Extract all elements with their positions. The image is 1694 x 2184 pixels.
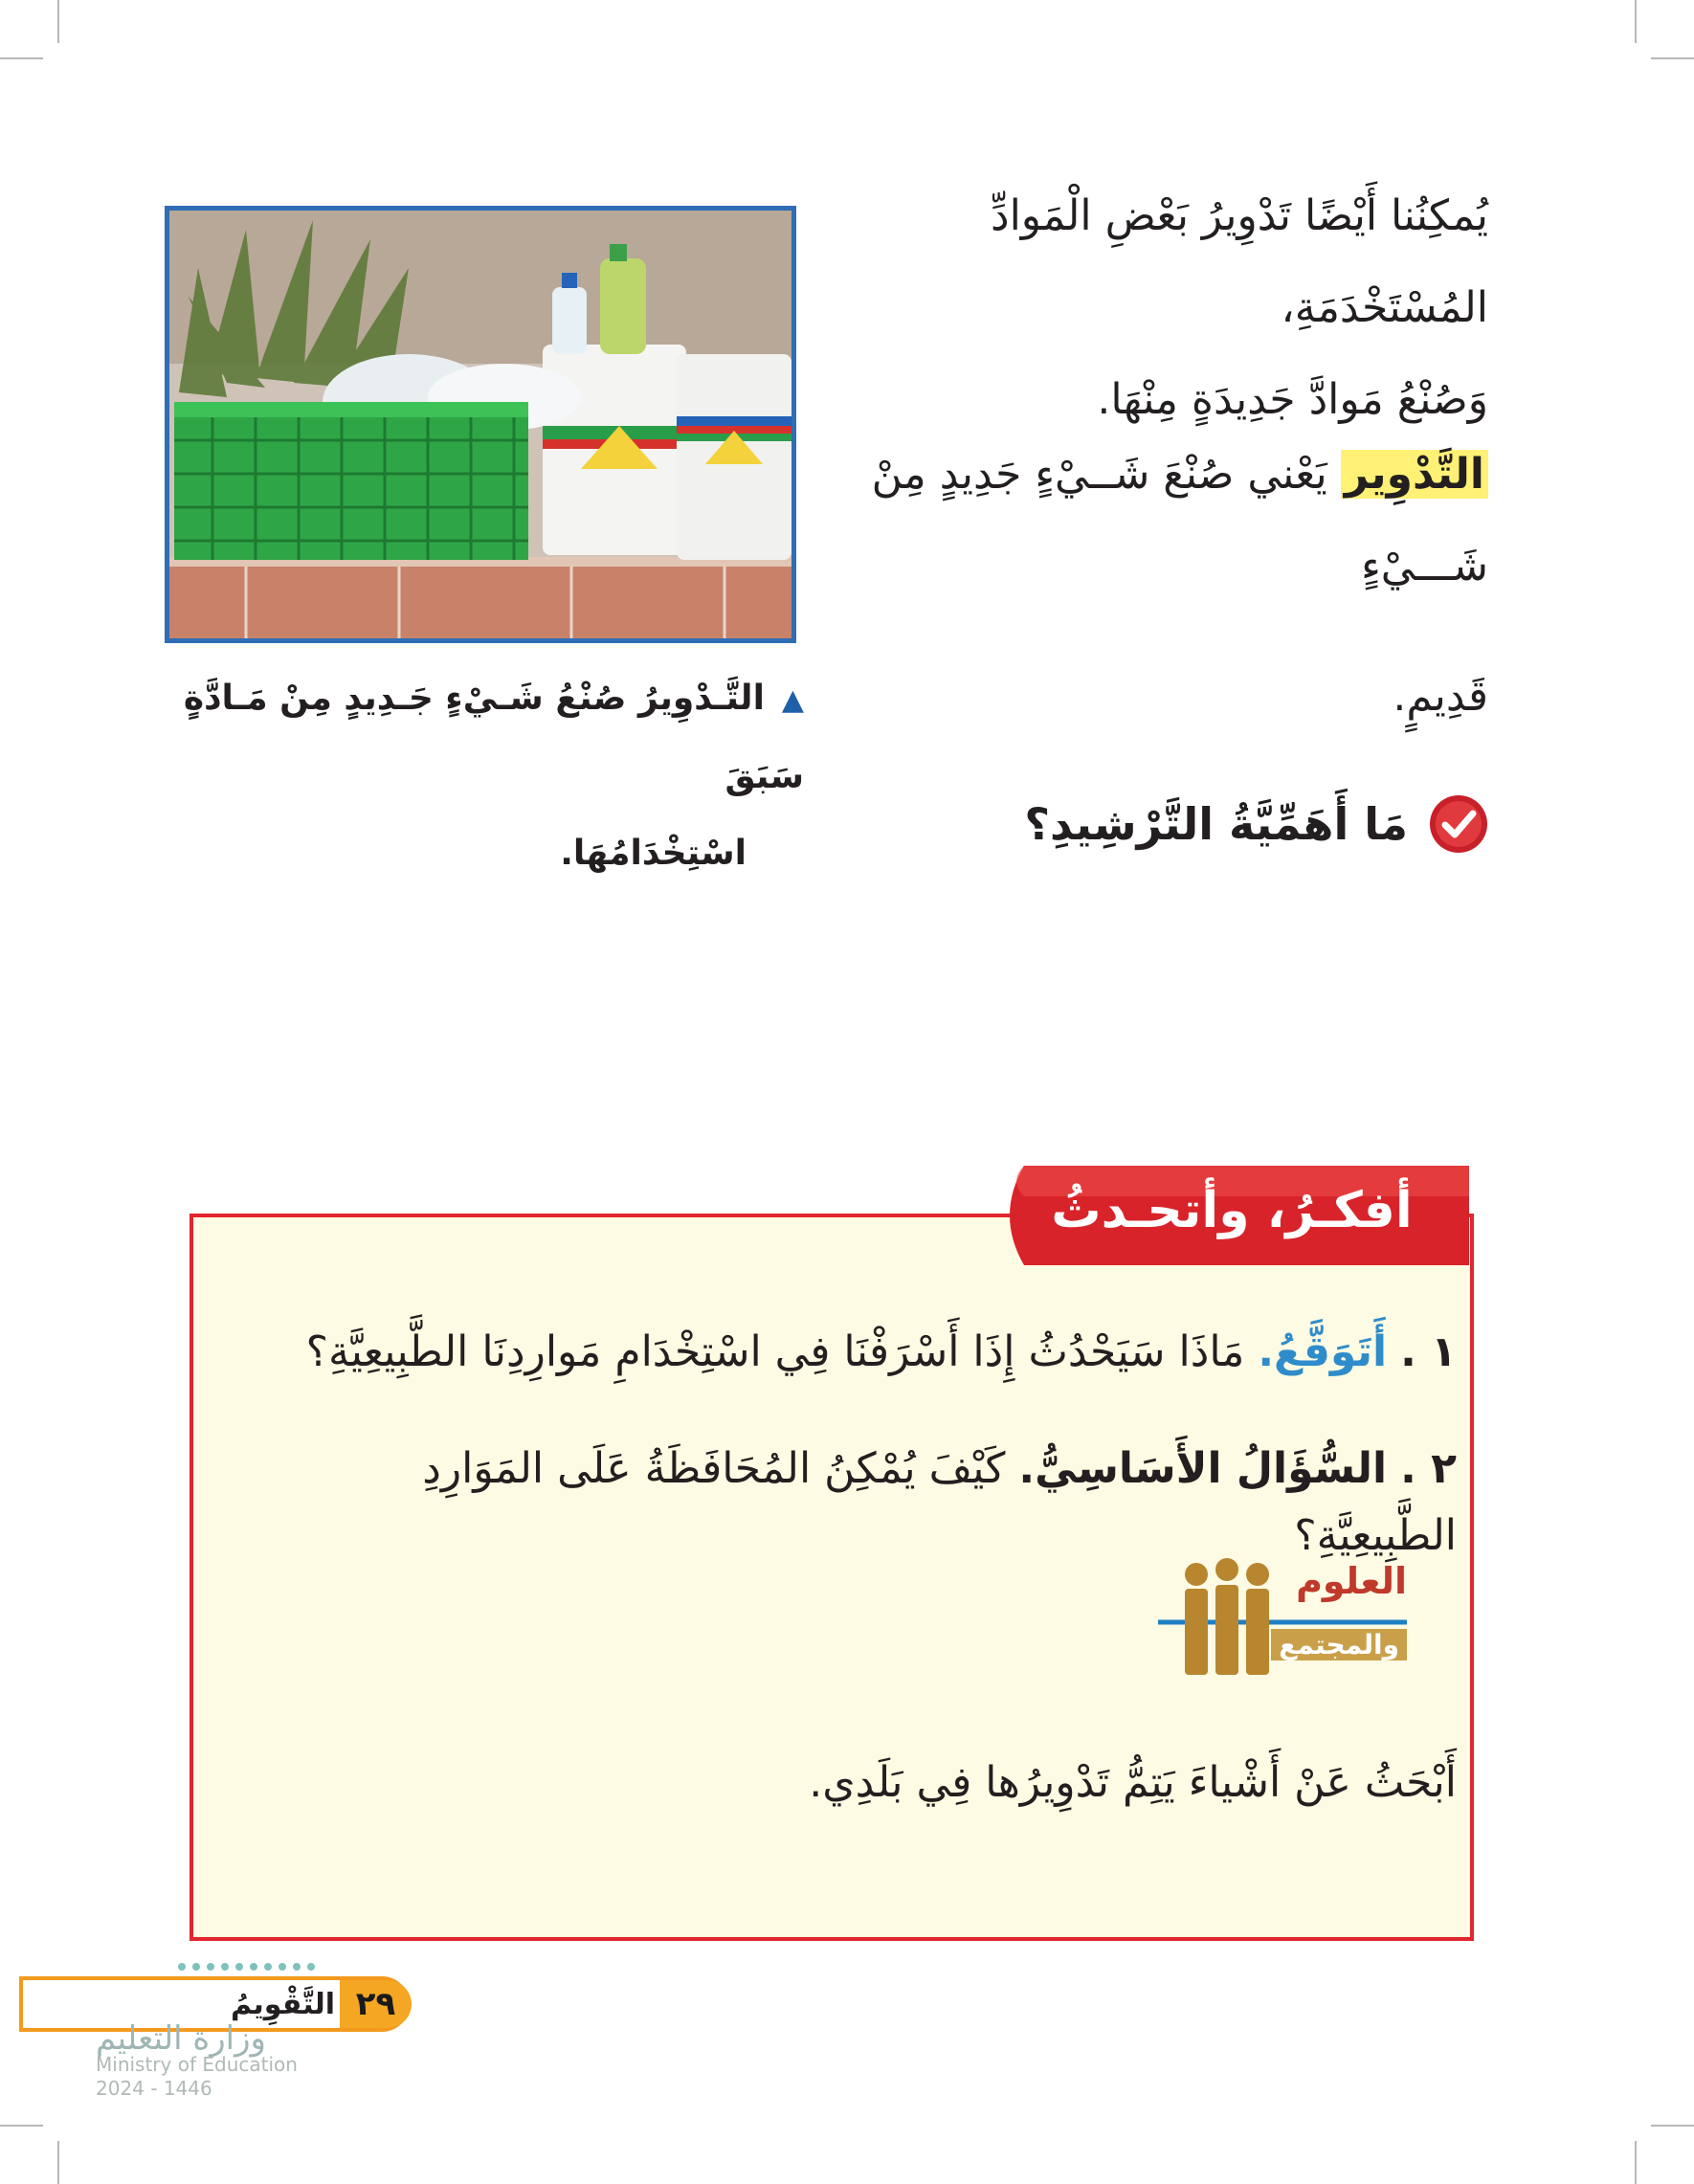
crop-mark xyxy=(57,2141,59,2184)
crop-mark xyxy=(57,0,59,43)
crop-mark xyxy=(1635,2141,1637,2184)
think-talk-title: أفكـرُ، وأتحـدثُ xyxy=(1051,1182,1413,1239)
paragraph-line: قَدِيمٍ. xyxy=(1393,672,1488,721)
crop-mark xyxy=(0,2125,43,2127)
caption-text: التَّـدْوِيرُ صُنْعُ شَـيْءٍ جَـدِيدٍ مِنْ مَـادَّةٍ سَبَقَ xyxy=(183,679,804,796)
highlighted-term: التَّدْوِير xyxy=(1341,450,1488,499)
think-talk-banner xyxy=(986,1158,1474,1273)
footer-section-label: التَّقْوِيمُ xyxy=(231,1988,335,2021)
watermark-english: Ministry of Education xyxy=(96,2053,298,2076)
definition-text: ُ يَعْني صُنْعَ شَــيْءٍ جَدِيدٍ مِنْ شَـــيْءٍ xyxy=(871,450,1488,591)
science-society-logo xyxy=(1158,1522,1407,1675)
question-number: ١ . xyxy=(1400,1327,1457,1376)
question-keyword: السُّؤَالُ الأَسَاسِيُّ. xyxy=(1018,1444,1388,1493)
question-text: كَيْفَ يُمْكِنُ المُحَافَظَةُ عَلَى المَوَارِدِ الطَّبِيعِيَّةِ؟ xyxy=(422,1444,1457,1560)
photo-caption xyxy=(153,660,804,892)
crop-mark xyxy=(0,57,43,59)
research-prompt: أَبْحَثُ عَنْ أَشْياءَ يَتِمُّ تَدْوِيرُها فِي بَلَدِي. xyxy=(809,1758,1457,1807)
question-keyword: أَتَوَقَّعُ. xyxy=(1258,1327,1388,1376)
paragraph-recycling-definition xyxy=(799,429,1488,743)
check-question-text: مَا أَهَمِّيَّةُ التَّرْشِيدِ؟ xyxy=(1024,798,1408,850)
watermark-year: 2024 - 1446 xyxy=(96,2077,212,2100)
crop-mark xyxy=(1651,2125,1694,2127)
paragraph-line: وَصُنْعُ مَوادَّ جَدِيدَةٍ مِنْهَا. xyxy=(1097,375,1488,424)
triangle-bullet-icon: ▲ xyxy=(781,683,804,717)
checkmark-icon xyxy=(1429,794,1488,854)
paragraph-line xyxy=(799,429,1488,613)
recycling-illustration xyxy=(169,211,791,638)
page-number: ٢٩ xyxy=(340,1980,412,2028)
question-text: مَاذَا سَيَحْدُثُ إِذَا أَسْرَفْنَا فِي اسْتِخْدَامِ مَوارِدِنَا الطَّبِيعِيَّةِ؟ xyxy=(305,1327,1245,1376)
recycling-photo xyxy=(165,206,796,643)
logo-title-top: العلوم xyxy=(1296,1560,1407,1602)
question-number: ٢ . xyxy=(1400,1444,1457,1493)
paragraph-line: يُمكِنُنا أَيْضًا تَدْوِيرُ بَعْضِ الْمَوادِّ المُسْتَخْدَمَةِ، xyxy=(990,191,1488,332)
watermark-arabic: وزارة التعليم xyxy=(96,2019,266,2058)
caption-line: اسْتِخْدَامُهَا. xyxy=(560,834,747,873)
crop-mark xyxy=(1635,0,1637,43)
check-question xyxy=(1024,794,1488,854)
crop-mark xyxy=(1651,57,1694,59)
paragraph-recycling-intro xyxy=(799,170,1488,446)
caption-line xyxy=(153,660,804,815)
logo-title-bottom: والمجتمع xyxy=(1271,1629,1407,1660)
question-1 xyxy=(289,1319,1457,1386)
